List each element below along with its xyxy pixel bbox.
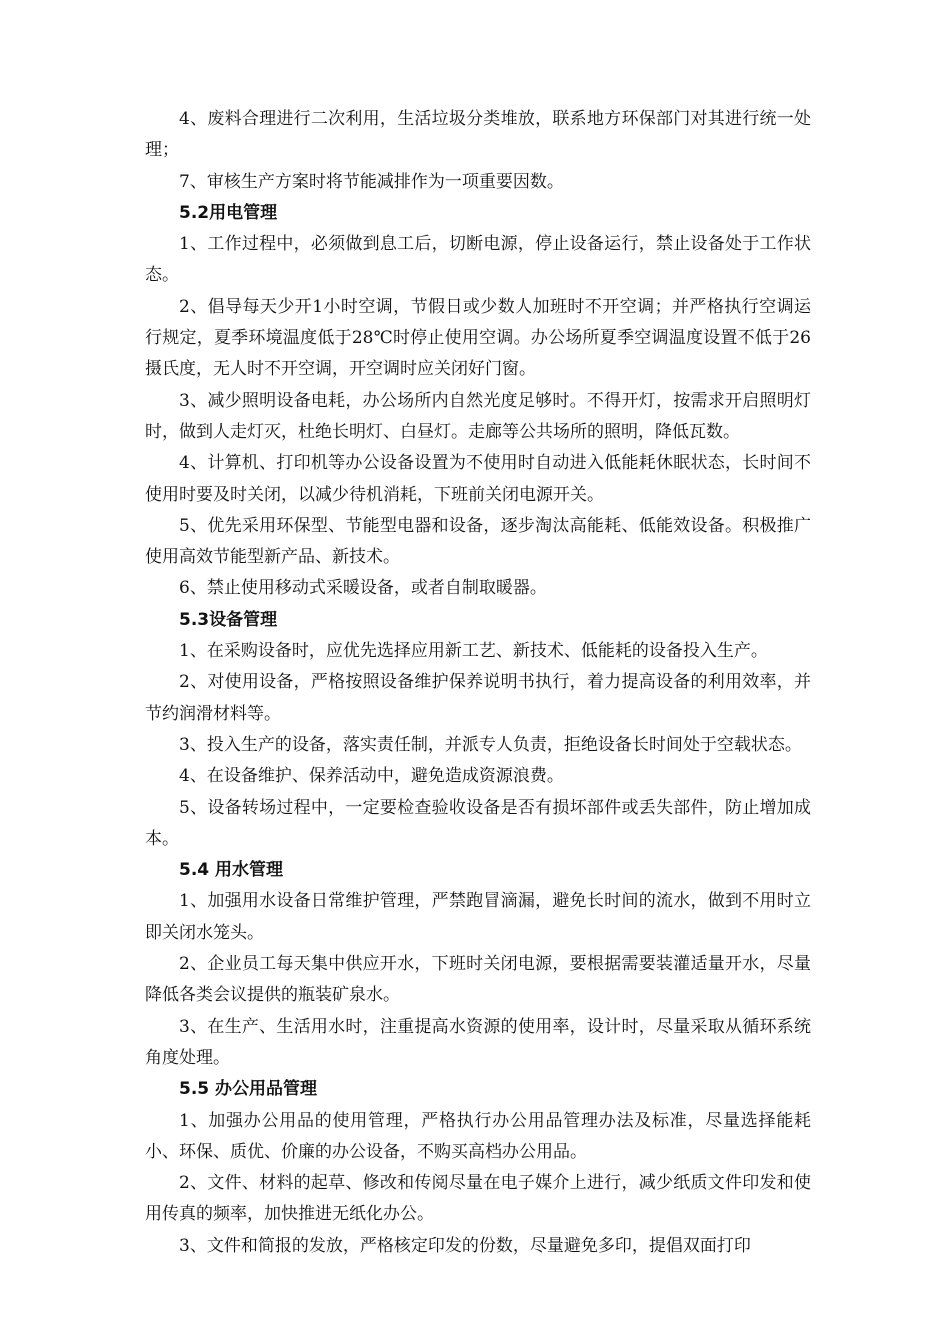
paragraph: 1、工作过程中，必须做到息工后，切断电源，停止设备运行，禁止设备处于工作状态。	[145, 234, 811, 286]
paragraph: 2、对使用设备，严格按照设备维护保养说明书执行，着力提高设备的利用效率，并节约润滑材料等。	[145, 672, 811, 724]
paragraph: 5、优先采用环保型、节能型电器和设备，逐步淘汰高能耗、低能效设备。积极推广使用高效节能型新产品、新技术。	[145, 515, 811, 568]
paragraph: 3、投入生产的设备，落实责任制，并派专人负责，拒绝设备长时间处于空载状态。	[179, 734, 802, 755]
paragraph: 4、在设备维护、保养活动中，避免造成资源浪费。	[179, 766, 564, 787]
section-heading: 5.3设备管理	[179, 609, 278, 630]
section-heading: 5.2用电管理	[179, 202, 278, 223]
paragraph: 3、在生产、生活用水时，注重提高水资源的使用率，设计时，尽量采取从循环系统角度处理。	[145, 1016, 811, 1068]
paragraph: 3、减少照明设备电耗，办公场所内自然光度足够时。不得开灯，按需求开启照明灯时，做到人走灯灭，杜绝长明灯、白昼灯。走廊等公共场所的照明，降低瓦数。	[145, 390, 811, 442]
section-heading: 5.5 办公用品管理	[179, 1079, 318, 1100]
paragraph: 3、文件和简报的发放，严格核定印发的份数，尽量避免多印，提倡双面打印	[179, 1235, 751, 1256]
paragraph: 1、加强用水设备日常维护管理，严禁跑冒滴漏，避免长时间的流水，做到不用时立即关闭水笼头。	[145, 891, 811, 943]
paragraph: 2、企业员工每天集中供应开水，下班时关闭电源，要根据需要装灌适量开水，尽量降低各类会议提供的瓶装矿泉水。	[145, 954, 811, 1006]
paragraph: 2、倡导每天少开1小时空调，节假日或少数人加班时不开空调；并严格执行空调运行规定，夏季环境温度低于28℃时停止使用空调。办公场所夏季空调温度设置不低于26摄氏度，无人时不开空调，开空调时应关闭好门窗。	[145, 296, 811, 380]
paragraph: 7、审核生产方案时将节能减排作为一项重要因数。	[179, 171, 564, 192]
paragraph: 1、加强办公用品的使用管理，严格执行办公用品管理办法及标准，尽量选择能耗小、环保、质优、价廉的办公设备，不购买高档办公用品。	[145, 1110, 811, 1162]
paragraph: 4、废料合理进行二次利用，生活垃圾分类堆放，联系地方环保部门对其进行统一处理；	[145, 109, 811, 161]
paragraph: 1、在采购设备时，应优先选择应用新工艺、新技术、低能耗的设备投入生产。	[179, 641, 768, 662]
paragraph: 6、禁止使用移动式采暖设备，或者自制取暖器。	[179, 578, 547, 599]
paragraph: 4、计算机、打印机等办公设备设置为不使用时自动进入低能耗休眠状态，长时间不使用时要及时关闭，以减少待机消耗，下班前关闭电源开关。	[145, 453, 811, 505]
section-heading: 5.4 用水管理	[179, 860, 284, 881]
paragraph: 5、设备转场过程中，一定要检查验收设备是否有损坏部件或丢失部件，防止增加成本。	[145, 797, 811, 849]
document-page	[145, 104, 811, 1262]
paragraph: 2、文件、材料的起草、修改和传阅尽量在电子媒介上进行，减少纸质文件印发和使用传真的频率，加快推进无纸化办公。	[145, 1173, 811, 1225]
